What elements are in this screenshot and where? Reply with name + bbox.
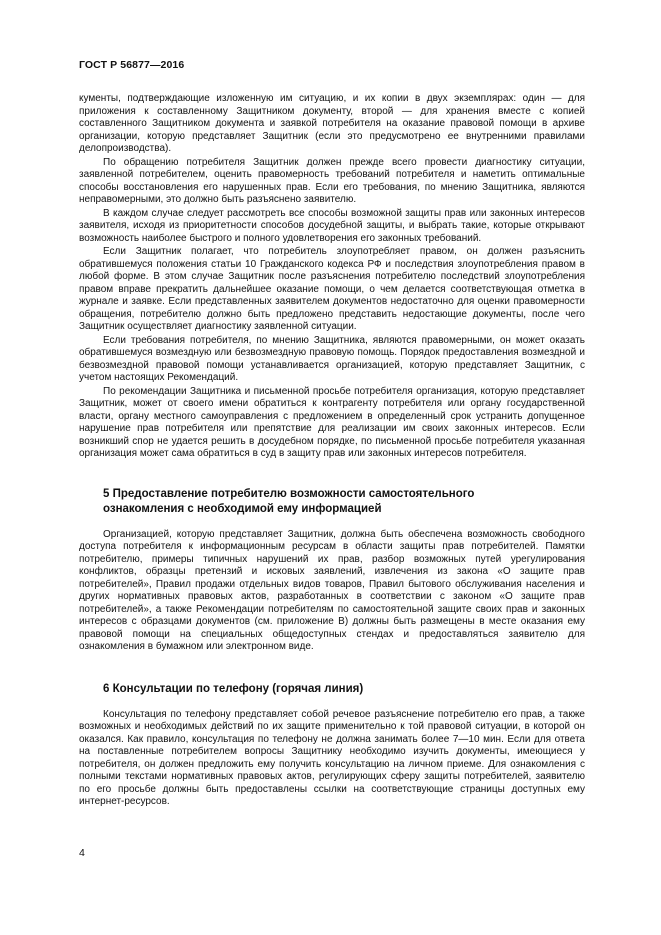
section-5-title-line-1: 5 Предоставление потребителю возможности самостоятельного bbox=[103, 487, 475, 500]
body-paragraph: По обращению потребителя Защитник должен прежде всего провести диагностику ситуации, заявленной потребителем, оценить правомерность требований потребителя и наметить оптимальные способы восстановления его нарушенных прав. Если его требования, по мнению Защитника, являются неправомерными, это должно быть разъяснено заявителю. bbox=[79, 156, 585, 205]
body-paragraph: Если Защитник полагает, что потребитель злоупотребляет правом, он должен разъяснить обратившемуся положения статьи 10 Гражданского кодекса РФ и последствия злоупотребления правом в любой форме. В этом случае Защитник после разъяснения потребителю последствий злоупотребления правом вправе прекратить дальнейшее оказание помощи, о чем делается соответствующая отметка в журнале и заявке. Если представленных заявителем документов недостаточно для оценки правомерности обращения, потребителю должно быть предложено представить недостающие документы, после чего Защитник осуществляет диагностику заявленной ситуации. bbox=[79, 246, 585, 332]
section-5-paragraph: Организацией, которую представляет Защитник, должна быть обеспечена возможность свободного доступа потребителя к информационным ресурсам в области защиты прав потребителей. Памятки потребителю, примеры типичных нарушений их прав, разбор возможных путей урегулирования конфликтов, образцы претензий и исковых заявлений, извлечения из закона «О защите прав потребителей», Правил продажи отдельных видов товаров, Правил бытового обслуживания населения и других нормативных правовых актов, разработанных в соответствии с законом «О защите прав потребителей», а также Рекомендации потребителям по самостоятельной защите своих прав и законных интересов с образцами документов (см. приложение В) должны быть размещены в месте оказания ему правовой помощи на специальных общедоступных стендах и предоставляться заявителю для ознакомления в бумажном или электронном виде. bbox=[79, 528, 585, 652]
section-6-heading: 6 Консультации по телефону (горячая линия) bbox=[103, 682, 364, 695]
document-body bbox=[79, 93, 585, 810]
section-6-paragraph: Консультация по телефону представляет собой речевое разъяснение потребителю его прав, а также возможных и необходимых действий по их защите применительно к той правовой ситуации, в которой он оказался. Как правило, консультация по телефону не должна занимать более 7—10 мин. Если для ответа на поставленные потребителем вопросы Защитнику необходимо изучить документы, имеющиеся у потребителя, он должен предложить ему получить консультацию на личном приеме. Для ознакомления с полными текстами нормативных правовых актов, регулирующих сферу защиты потребителей, заявителю по его просьбе должны быть предоставлены ссылки на соответствующие страницы доступных ему интернет-ресурсов. bbox=[79, 708, 585, 807]
body-paragraph: По рекомендации Защитника и письменной просьбе потребителя организация, которую представляет Защитник, может от своего имени обратиться к контрагенту потребителя или органу государственной власти, органу местного самоуправления с предложением в определенный срок устранить допущенное нарушение прав потребителя или препятствие для реализации им своих законных интересов. Если возникший спор не удается решить в досудебном порядке, по письменной просьбе потребителя указанная организация может сама обратиться в суд в защиту прав или законных интересов потребителя. bbox=[79, 385, 585, 459]
section-5-heading bbox=[79, 487, 585, 517]
section-5-title-line-2: ознакомления с необходимой ему информацией bbox=[103, 502, 382, 515]
document-header: ГОСТ Р 56877—2016 bbox=[79, 59, 185, 71]
page-number: 4 bbox=[79, 847, 85, 859]
body-paragraph: Если требования потребителя, по мнению Защитника, являются правомерными, он может оказать обратившемуся возмездную или безвозмездную правовую помощь. Порядок предоставления возмездной и безвозмездной правовой помощи устанавливается организацией, которую представляет Защитник, с учетом настоящих Рекомендаций. bbox=[79, 334, 585, 383]
body-paragraph: В каждом случае следует рассмотреть все способы возможной защиты прав или законных интересов заявителя, исходя из приоритетности способов досудебной защиты, и выбрать такие, которые открывают возможность наиболее быстрого и полного удовлетворения его законных требований. bbox=[79, 207, 585, 244]
body-paragraph: кументы, подтверждающие изложенную им ситуацию, и их копии в двух экземплярах: один — для приложения к составленному Защитником документу, второй — для хранения вместе с копией составленного Защитником документа и заявкой потребителя на оказание правовой помощи в архиве организации, которую представляет Защитник (если это предусмотрено ее внутренними правилами делопроизводства). bbox=[79, 93, 585, 154]
